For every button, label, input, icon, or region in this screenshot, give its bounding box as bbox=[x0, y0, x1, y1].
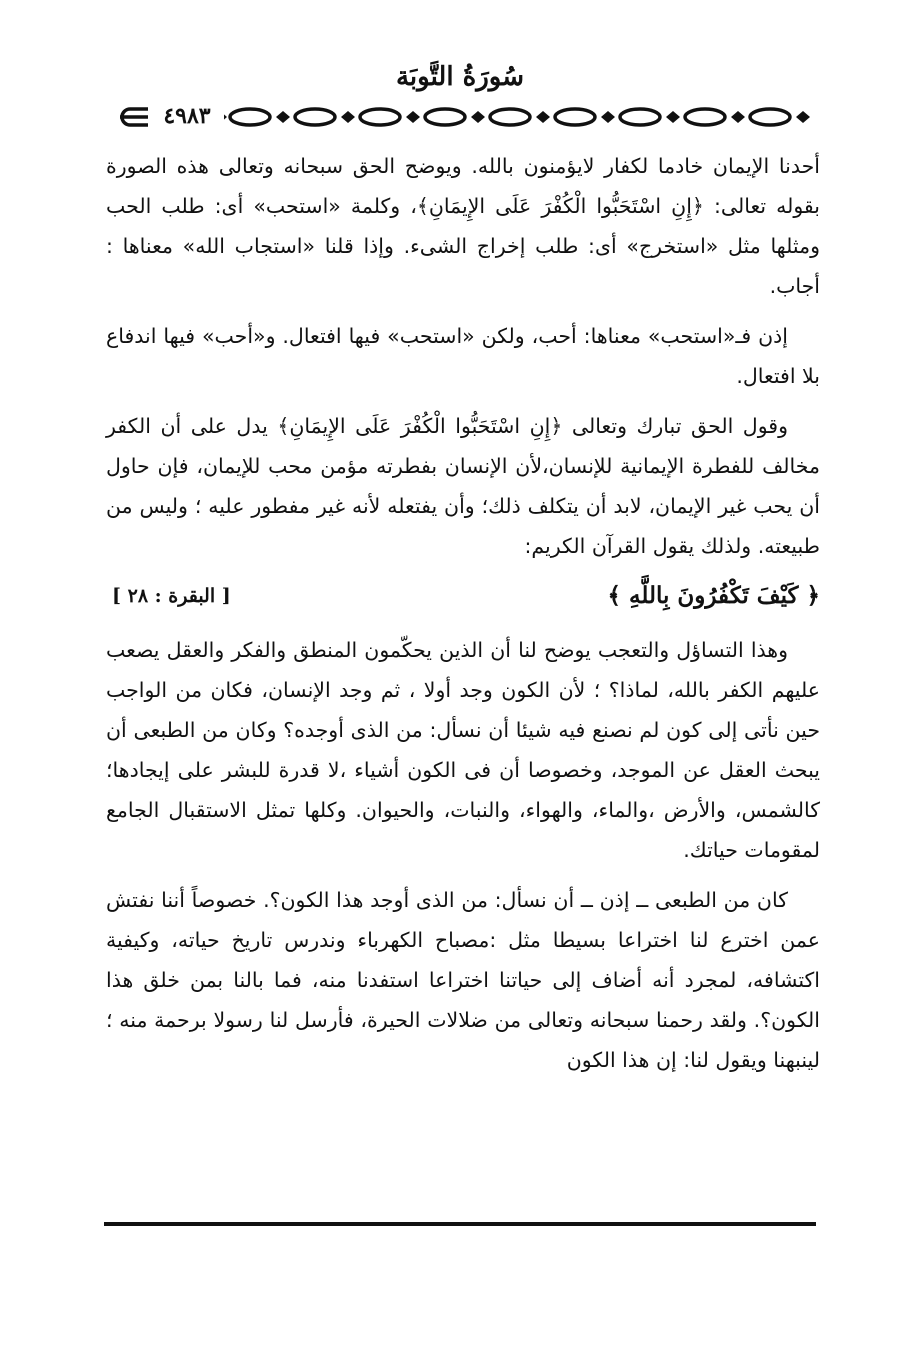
paragraph-3: وقول الحق تبارك وتعالى ﴿إِنِ اسْتَحَبُّوا الْكُفْرَ عَلَى الإِيمَانِ﴾ يدل على أن الكفر مخالف للفطرة الإيمانية للإنسان،لأن الإنسان بفطرته مؤمن محب للإيمان، فإن حاول أن يحب غير الإيمان، لابد أن يتكلف ذلك؛ وأن يفتعله لأنه غير مفطور عليه ؛ وليس من طبيعته. ولذلك يقول القرآن الكريم: bbox=[106, 414, 820, 558]
verse-reference: [ البقرة : ٢٨ ] bbox=[112, 585, 231, 607]
page-number: ٤٩٨٣ bbox=[150, 102, 224, 130]
paragraph-5: كان من الطبعى ــ إذن ــ أن نسأل: من الذى أوجد هذا الكون؟. خصوصاً أننا نفتش عمن اخترع لنا اختراعا بسيطا مثل :مصباح الكهرباء وندرس تاريخ حياته، وكيفية اكتشافه، لمجرد أنه أضاف إلى حياتنا اختراعا استفدنا منه، فما بالنا بمن خلق هذا الكون؟. ولقد رحمنا سبحانه وتعالى من ضلالات الحيرة، فأرسل لنا رسولا برحمة منه ؛لينبهنا ويقول لنا: إن هذا الكون bbox=[106, 888, 820, 1072]
quran-verse-line bbox=[106, 576, 820, 616]
paragraph-4: وهذا التساؤل والتعجب يوضح لنا أن الذين يحكّمون المنطق والفكر والعقل يصعب عليهم الكفر بالله، لماذا؟ ؛ لأن الكون وجد أولا ، ثم وجد الإنسان، فكان من الواجب حين نأتى إلى كون لم نصنع فيه شيئا أن نسأل: من الذى أوجده؟ وكان من الطبعى أن يبحث العقل عن الموجد، وخصوصا أن فى الكون أشياء ،لا قدرة للبشر على إيجادها؛ كالشمس، والأرض ،والماء، والهواء، والنبات، والحيوان. وكلها تمثل الاستقبال الجامع لمقومات حياتك. bbox=[106, 638, 820, 862]
paragraph-1: أحدنا الإيمان خادما لكفار لايؤمنون بالله. ويوضح الحق سبحانه وتعالى هذه الصورة بقوله تعالى: ﴿إِنِ اسْتَحَبُّوا الْكُفْرَ عَلَى الإِيمَانِ﴾، وكلمة «استحب» أى: طلب الحب ومثلها مثل «استخرج» أى: طلب إخراج الشىء. وإذا قلنا «استجاب الله» معناها : أجاب. bbox=[106, 154, 820, 298]
paragraph-2: إذن فـ«استحب» معناها: أحب، ولكن «استحب» فيها افتعال. و«أحب» فيها اندفاع بلا افتعال. bbox=[106, 324, 820, 388]
main-text bbox=[106, 146, 820, 1090]
quran-verse: ﴿ كَيْفَ تَكْفُرُونَ بِاللَّهِ ﴾ bbox=[607, 582, 820, 609]
surah-title: سُورَةُ التَّوبَة bbox=[395, 62, 525, 92]
bottom-rule bbox=[104, 1222, 816, 1226]
